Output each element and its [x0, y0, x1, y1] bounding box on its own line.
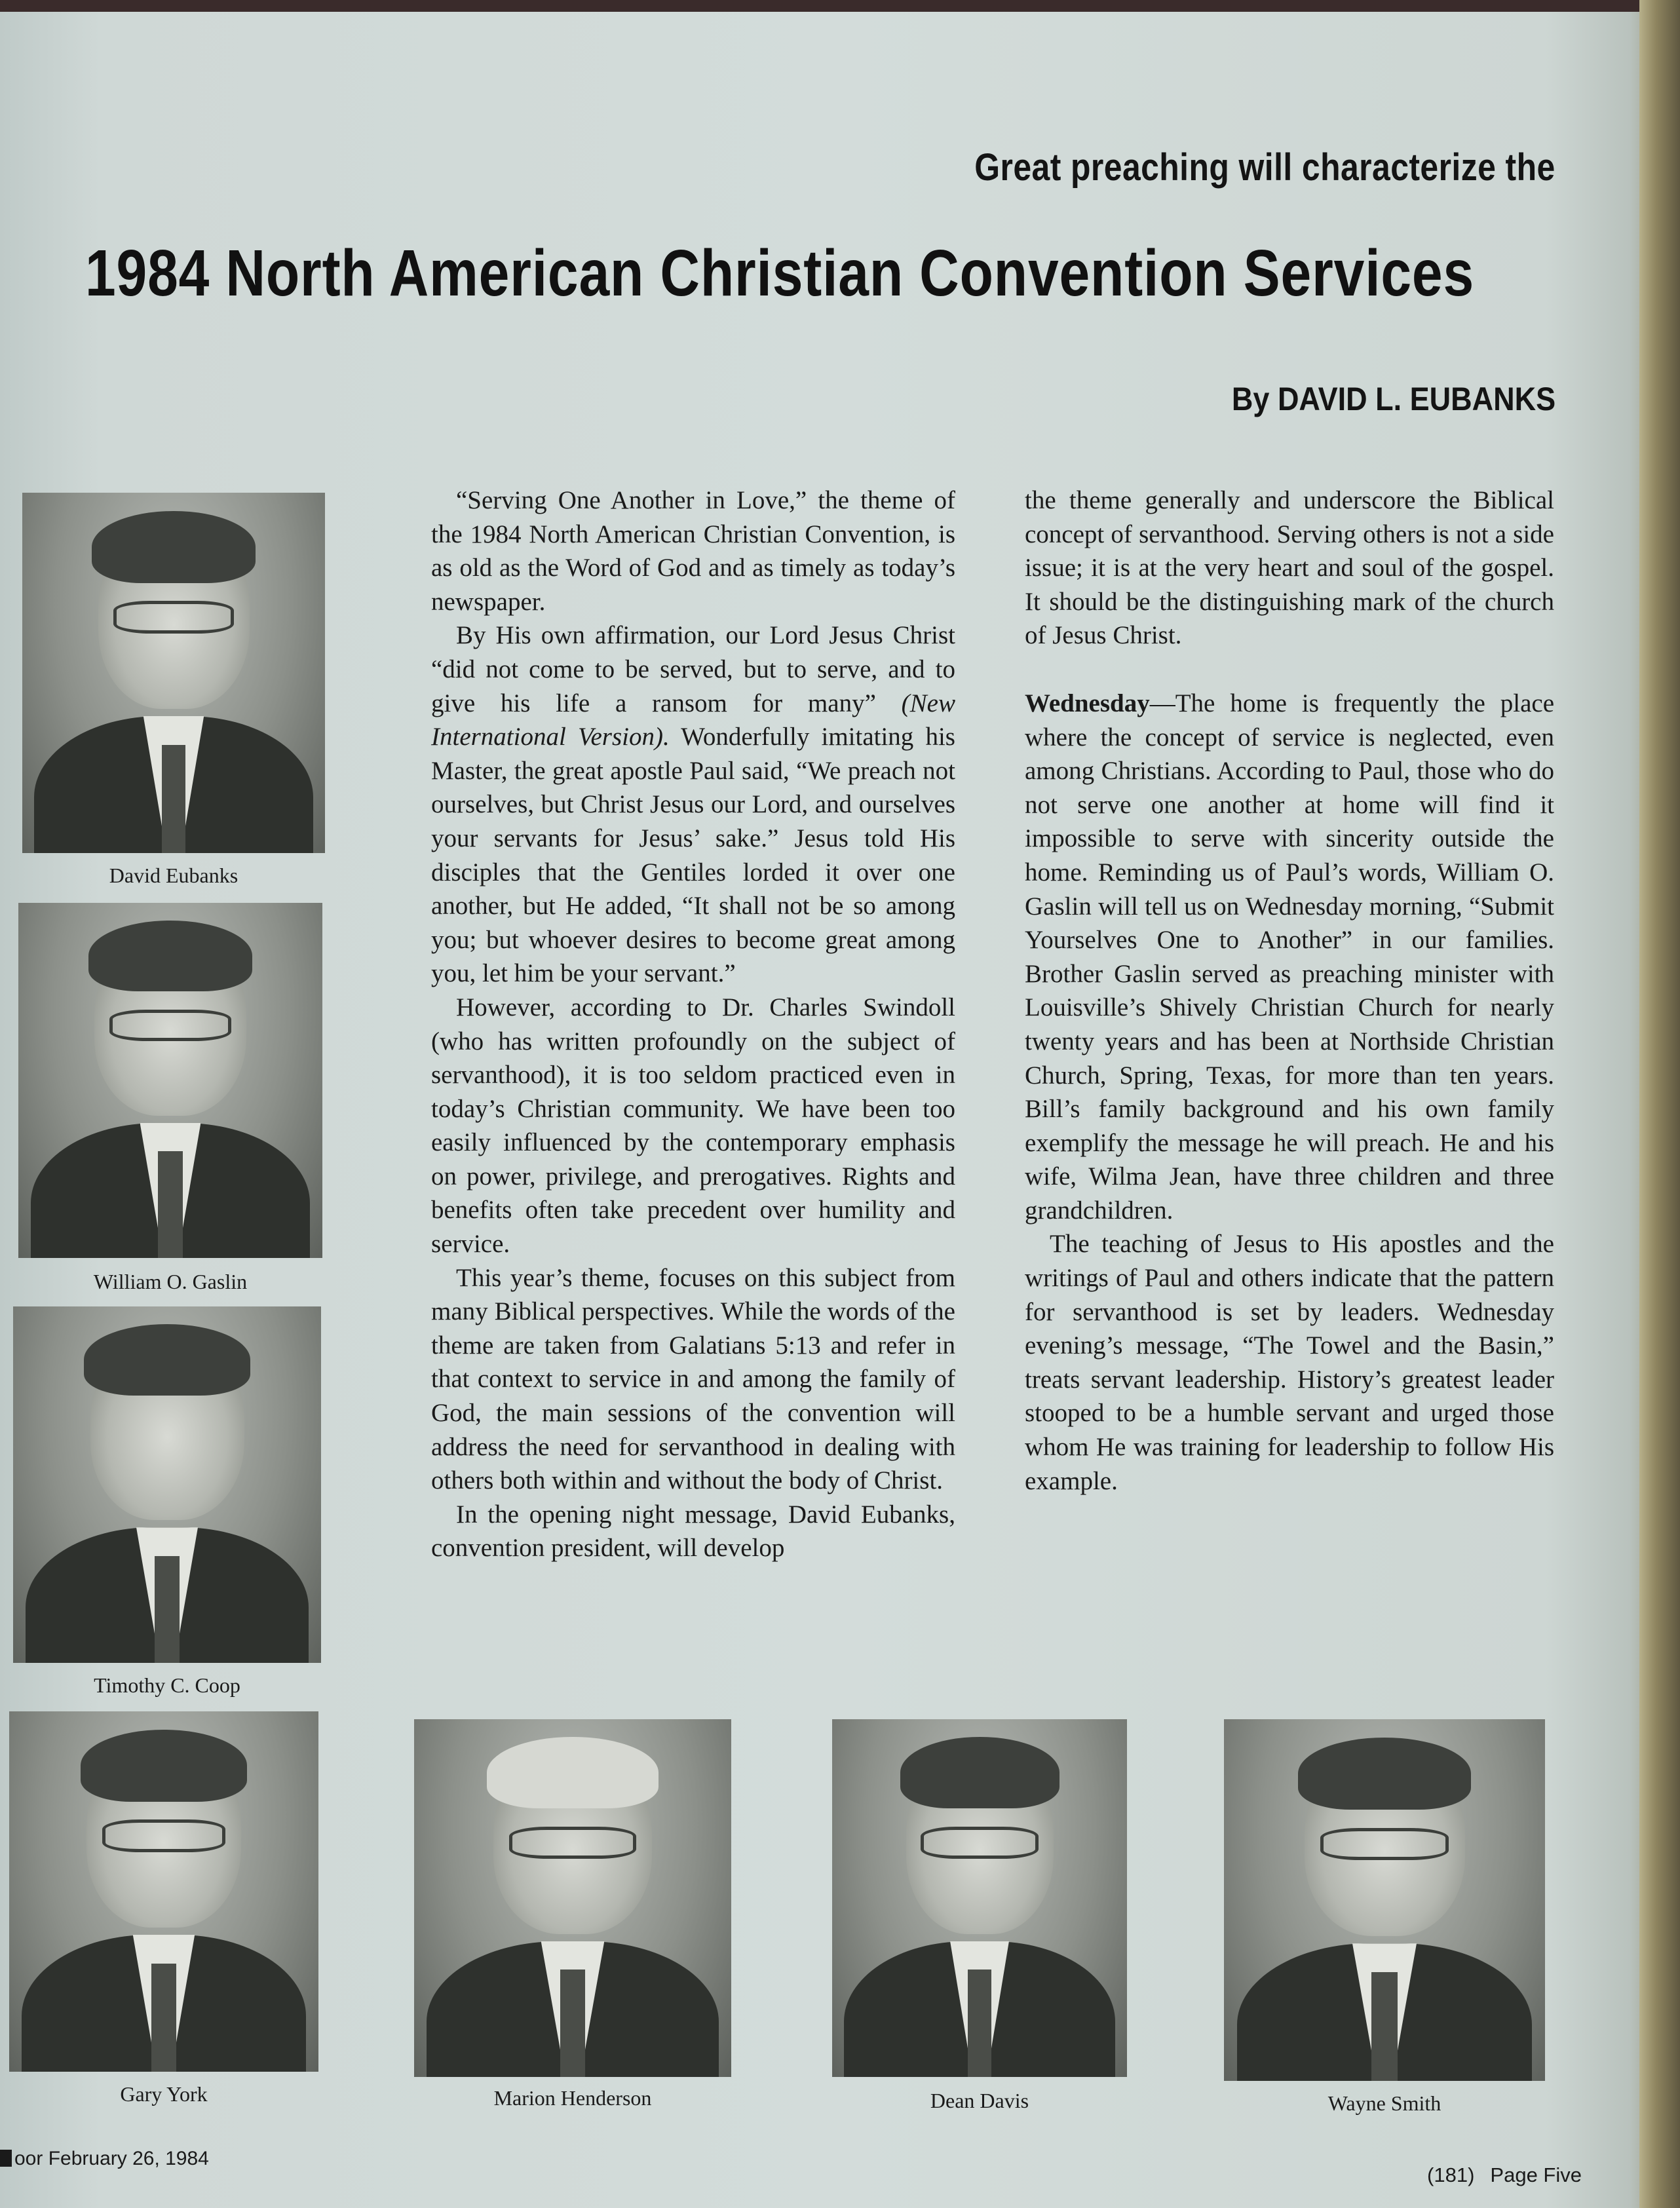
paragraph: Wednesday—The home is frequently the place where the concept of service is neglected, even among Christians. According to Paul, those who do not serve one another at home will find it impossible to serve with sincerity outside the home. Reminding us of Paul’s words, William O. Gaslin will tell us on Wednesday morning, “Submit Yourselves One to Another” in our families. Brother Gaslin served as preaching minister with Louisville’s Shively Christian Church for nearly twenty years and has been at Northside Christian Church, Spring, Texas, for more than ten years. Bill’s family background and his own family exemplify the message he will preach. He and his wife, Wilma Jean, have three children and three grandchildren. — [1025, 689, 1554, 1225]
portrait-photo — [832, 1719, 1127, 2077]
paragraph: However, according to Dr. Charles Swindoll (who has written profoundly on the subject of servanthood), it is too seldom practiced even in today’s Christian community. We have been too easily influenced by the contemporary emphasis on power, privilege, and prerogatives. Rights and benefits often take precedent over humility and service. — [431, 993, 955, 1259]
photo-caption: Timothy C. Coop — [94, 1673, 240, 1697]
article-column-2 — [1025, 484, 1554, 1498]
article-column-1 — [431, 484, 955, 1565]
footer-mark — [0, 2150, 12, 2167]
photo-caption: David Eubanks — [109, 864, 239, 887]
paragraph: “Serving One Another in Love,” the theme of the 1984 North American Christian Convention, is as old as the Word of God and as timely as today’s newspaper. — [431, 486, 955, 616]
photo-caption: William O. Gaslin — [93, 1270, 248, 1293]
portrait-photo — [414, 1719, 731, 2077]
portrait-photo — [1224, 1719, 1545, 2081]
photo-caption: Dean Davis — [930, 2089, 1029, 2112]
day-heading: Wednesday — [1025, 689, 1150, 717]
paragraph: In the opening night message, David Eubanks, convention president, will develop — [431, 1500, 955, 1563]
article-byline: By DAVID L. EUBANKS — [1231, 381, 1556, 417]
version-citation: (New International Version). — [431, 689, 955, 752]
portrait-photo — [13, 1306, 321, 1663]
photo-caption: Wayne Smith — [1327, 2091, 1441, 2115]
paragraph: the theme generally and underscore the Biblical concept of servanthood. Serving others is not a side issue; it is at the very heart and soul of the gospel. It should be the distinguishing mark of the church of Jesus Christ. — [1025, 486, 1554, 650]
page-top-edge — [0, 0, 1680, 12]
paragraph: This year’s theme, focuses on this subject from many Biblical perspectives. While the words of the theme are taken from Galatians 5:13 and refer in that context to service in and among the family of God, the main sessions of the convention will address the need for servanthood in dealing with others both within and without the body of Christ. — [431, 1263, 955, 1495]
portrait-photo — [9, 1711, 318, 2072]
page-number: (181) Page Five — [1427, 2163, 1582, 2186]
portrait-photo — [18, 903, 322, 1258]
article-headline: 1984 North American Christian Convention Services — [85, 237, 1475, 310]
paragraph: The teaching of Jesus to His apostles and the writings of Paul and others indicate that the pattern for servanthood is set by leaders. Wednesday evening’s message, “The Towel and the Basin,” treats servant leadership. History’s greatest leader stooped to be a humble servant and urged those whom He was training for leadership to follow His example. — [1025, 1230, 1554, 1495]
page-binding-edge — [1639, 0, 1680, 2208]
issue-date: oor February 26, 1984 — [0, 2148, 209, 2170]
portrait-photo — [22, 493, 325, 853]
paragraph: By His own affirmation, our Lord Jesus Christ “did not come to be served, but to serve, and to give his life a ransom for many” (New International Version). Wonderfully imitating his Master, the great apostle Paul said, “We preach not ourselves, but Christ Jesus our Lord, and ourselves your servants for Jesus’ sake.” Jesus told His disciples that the Gentiles lorded it over one another, but He added, “It shall not be so among you; but whoever desires to become great among you, let him be your servant.” — [431, 621, 955, 988]
photo-caption: Marion Henderson — [493, 2086, 652, 2110]
photo-caption: Gary York — [120, 2082, 208, 2106]
article-kicker: Great preaching will characterize the — [974, 146, 1556, 189]
